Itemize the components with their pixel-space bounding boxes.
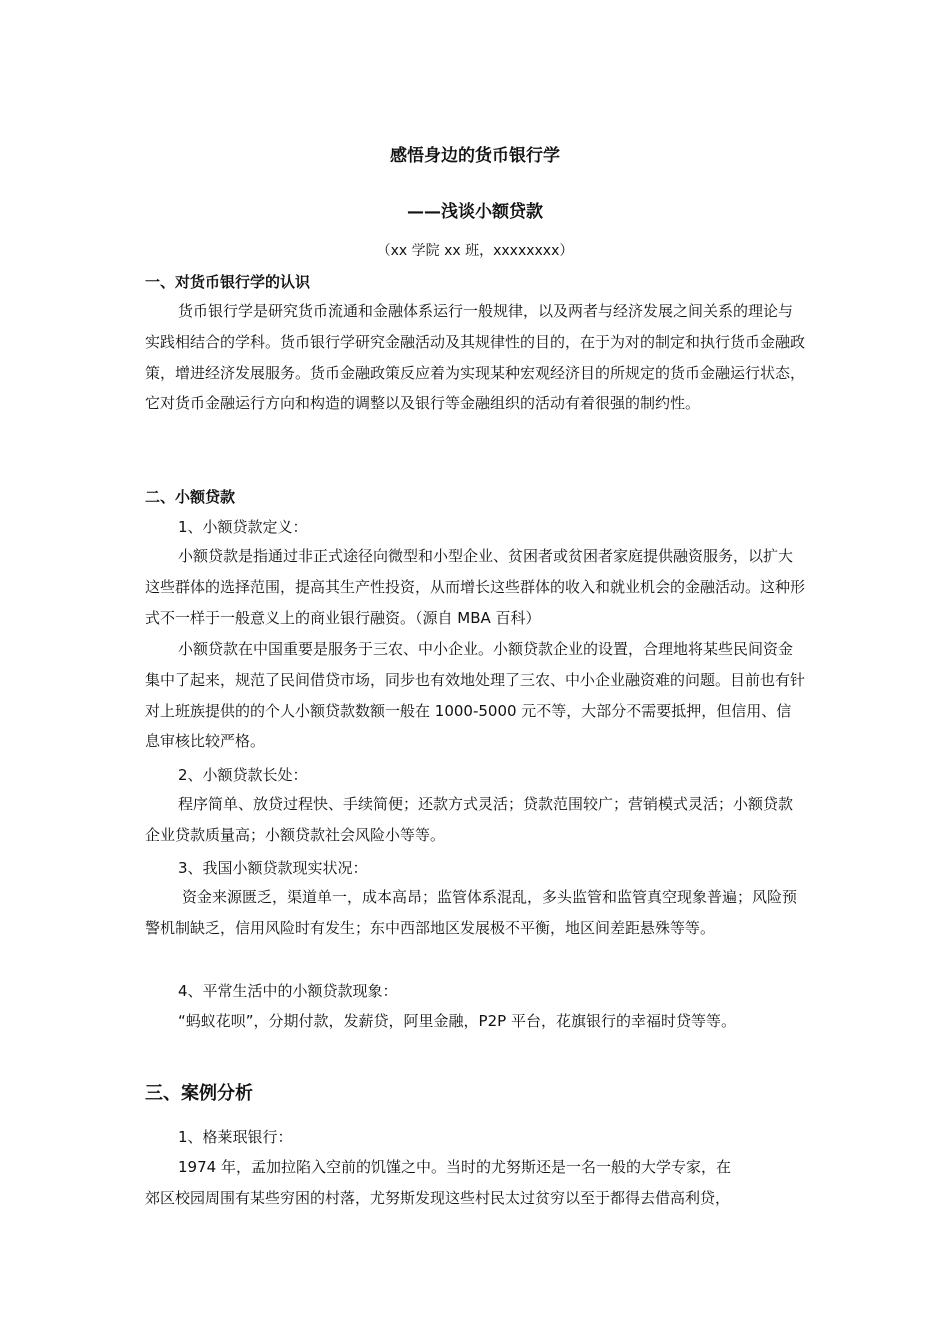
doc-subtitle: ——浅谈小额贷款: [407, 202, 543, 222]
section-2-sub-1: 1、小额贷款定义：: [178, 518, 308, 536]
section-2-sub-4: 4、平常生活中的小额贷款现象：: [178, 982, 398, 1000]
section-2-sub-2: 2、小额贷款长处：: [178, 766, 308, 784]
section-3-heading: 三、案例分析: [145, 1083, 253, 1104]
section-2-paragraph-1: 小额贷款是指通过非正式途径向微型和小型企业、贫困者或贫困者家庭提供融资服务，以扩大这些群体的选择范围，提高其生产性投资，从而增长这些群体的收入和就业机会的金融活动。这种形式不一样于一般意义上的商业银行融资。（源自 MBA 百科）: [145, 547, 806, 627]
section-1-paragraph: 货币银行学是研究货币流通和金融体系运行一般规律，以及两者与经济发展之间关系的理论与实践相结合的学科。货币银行学研究金融活动及其规律性的目的，在于为对的制定和执行货币金融政策，增进经济发展服务。货币金融政策反应着为实现某种宏观经济目的所规定的货币金融运行状态，它对货币金融运行方向和构造的调整以及银行等金融组织的活动有着很强的制约性。: [145, 302, 806, 413]
section-2-paragraph-3: 程序简单、放贷过程快、手续简便；还款方式灵活；贷款范围较广；营销模式灵活；小额贷款企业贷款质量高；小额贷款社会风险小等等。: [145, 795, 794, 844]
section-3-line-1: 1974 年，孟加拉陷入空前的饥馑之中。当时的尤努斯还是一名一般的大学专家，在: [178, 1158, 731, 1176]
section-3-sub-1: 1、格莱珉银行：: [178, 1128, 293, 1146]
section-2-paragraph-5: “蚂蚁花呗”，分期付款，发薪贷，阿里金融，P2P 平台，花旗银行的幸福时贷等等。: [178, 1012, 736, 1030]
section-3-line-2: 郊区校园周围有某些穷困的村落，尤努斯发现这些村民太过贫穷以至于都得去借高利贷，: [145, 1189, 731, 1207]
section-2-sub-3: 3、我国小额贷款现实状况：: [178, 859, 368, 877]
doc-author: （xx 学院 xx 班，xxxxxxxx）: [376, 243, 574, 259]
section-2-heading: 二、小额贷款: [145, 488, 236, 506]
section-1-heading: 一、对货币银行学的认识: [145, 273, 311, 291]
doc-title: 感悟身边的货币银行学: [390, 146, 560, 166]
section-2-paragraph-4: 资金来源匮乏，渠道单一，成本高昂；监管体系混乱，多头监管和监管真空现象普遍；风险预警机制缺乏，信用风险时有发生；东中西部地区发展极不平衡，地区间差距悬殊等等。: [145, 888, 798, 937]
section-2-paragraph-2: 小额贷款在中国重要是服务于三农、中小企业。小额贷款企业的设置，合理地将某些民间资金集中了起来，规范了民间借贷市场，同步也有效地处理了三农、中小企业融资难的问题。目前也有针对上班族提供的的个人小额贷款数额一般在 1000-5000 元不等，大部分不需要抵押，但信用、信息审核比较严格。: [145, 640, 806, 751]
